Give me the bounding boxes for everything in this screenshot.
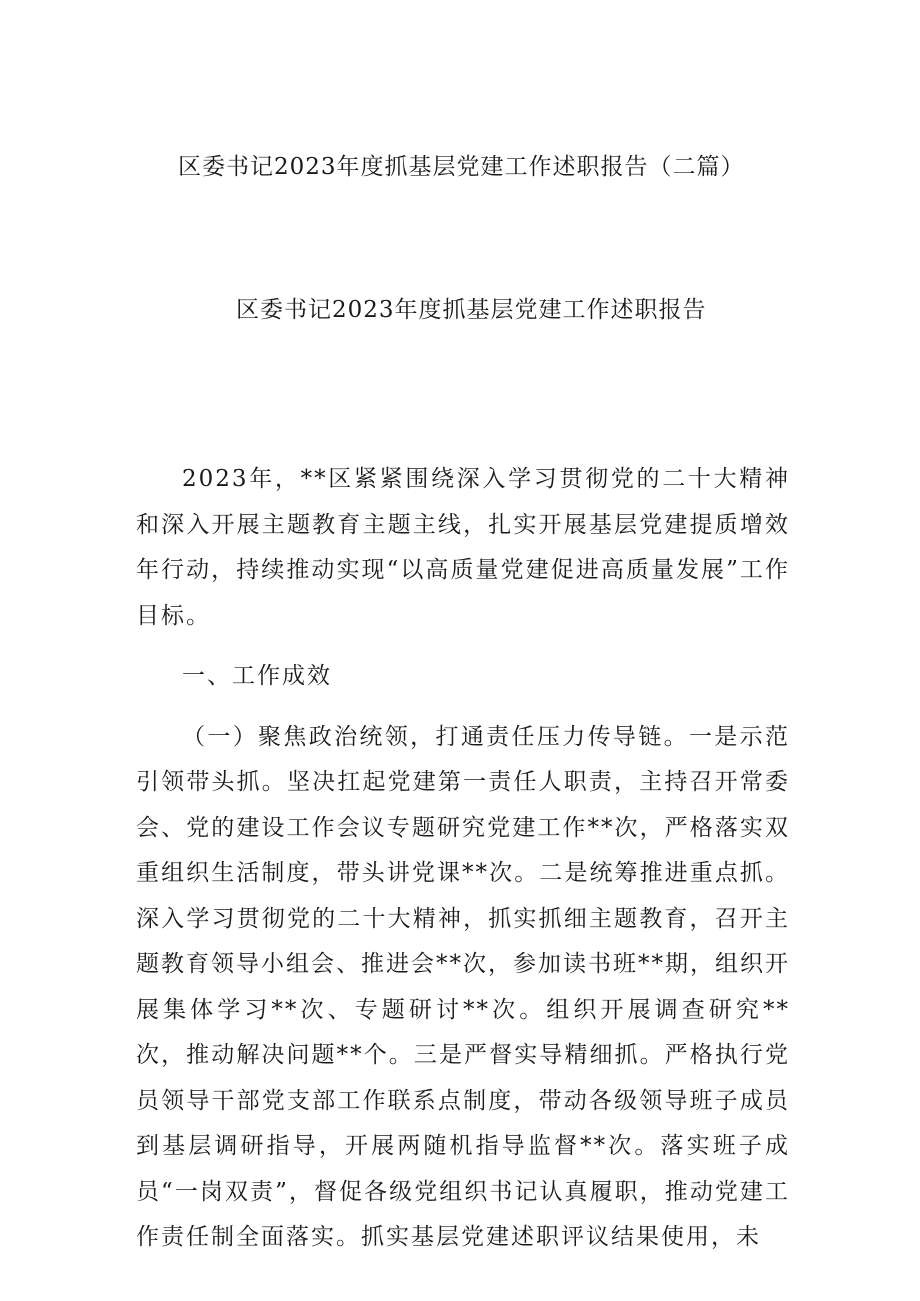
section-1-1-paragraph: （一）聚焦政治统领，打通责任压力传导链。一是示范引领带头抓。坚决扛起党建第一责任人职责，主持召开常委会、党的建设工作会议专题研究党建工作**次，严格落实双重组织生活制度，带头讲党课**次。二是统筹推进重点抓。深入学习贯彻党的二十大精神，抓实抓细主题教育，召开主题教育领导小组会、推进会**次，参加读书班**期，组织开展集体学习**次、专题研讨**次。组织开展调查研究**次，推动解决问题**个。三是严督实导精细抓。严格执行党员领导干部党支部工作联系点制度，带动各级领导班子成员到基层调研指导，开展两随机指导监督**次。落实班子成员“一岗双责”，督促各级党组织书记认真履职，推动党建工作责任制全面落实。抓实基层党建述职评议结果使用，未	[136, 723, 790, 1250]
section-heading-achievements: 一、工作成效	[182, 663, 332, 689]
intro-paragraph: 2023年，**区紧紧围绕深入学习贯彻党的二十大精神和深入开展主题教育主题主线，扎实开展基层党建提质增效年行动，持续推动实现“以高质量党建促进高质量发展”工作目标。	[136, 466, 790, 629]
document-main-title: 区委书记2023年度抓基层党建工作述职报告（二篇）	[178, 154, 745, 180]
document-body	[136, 457, 790, 1261]
document-sub-title: 区委书记2023年度抓基层党建工作述职报告	[236, 297, 707, 323]
